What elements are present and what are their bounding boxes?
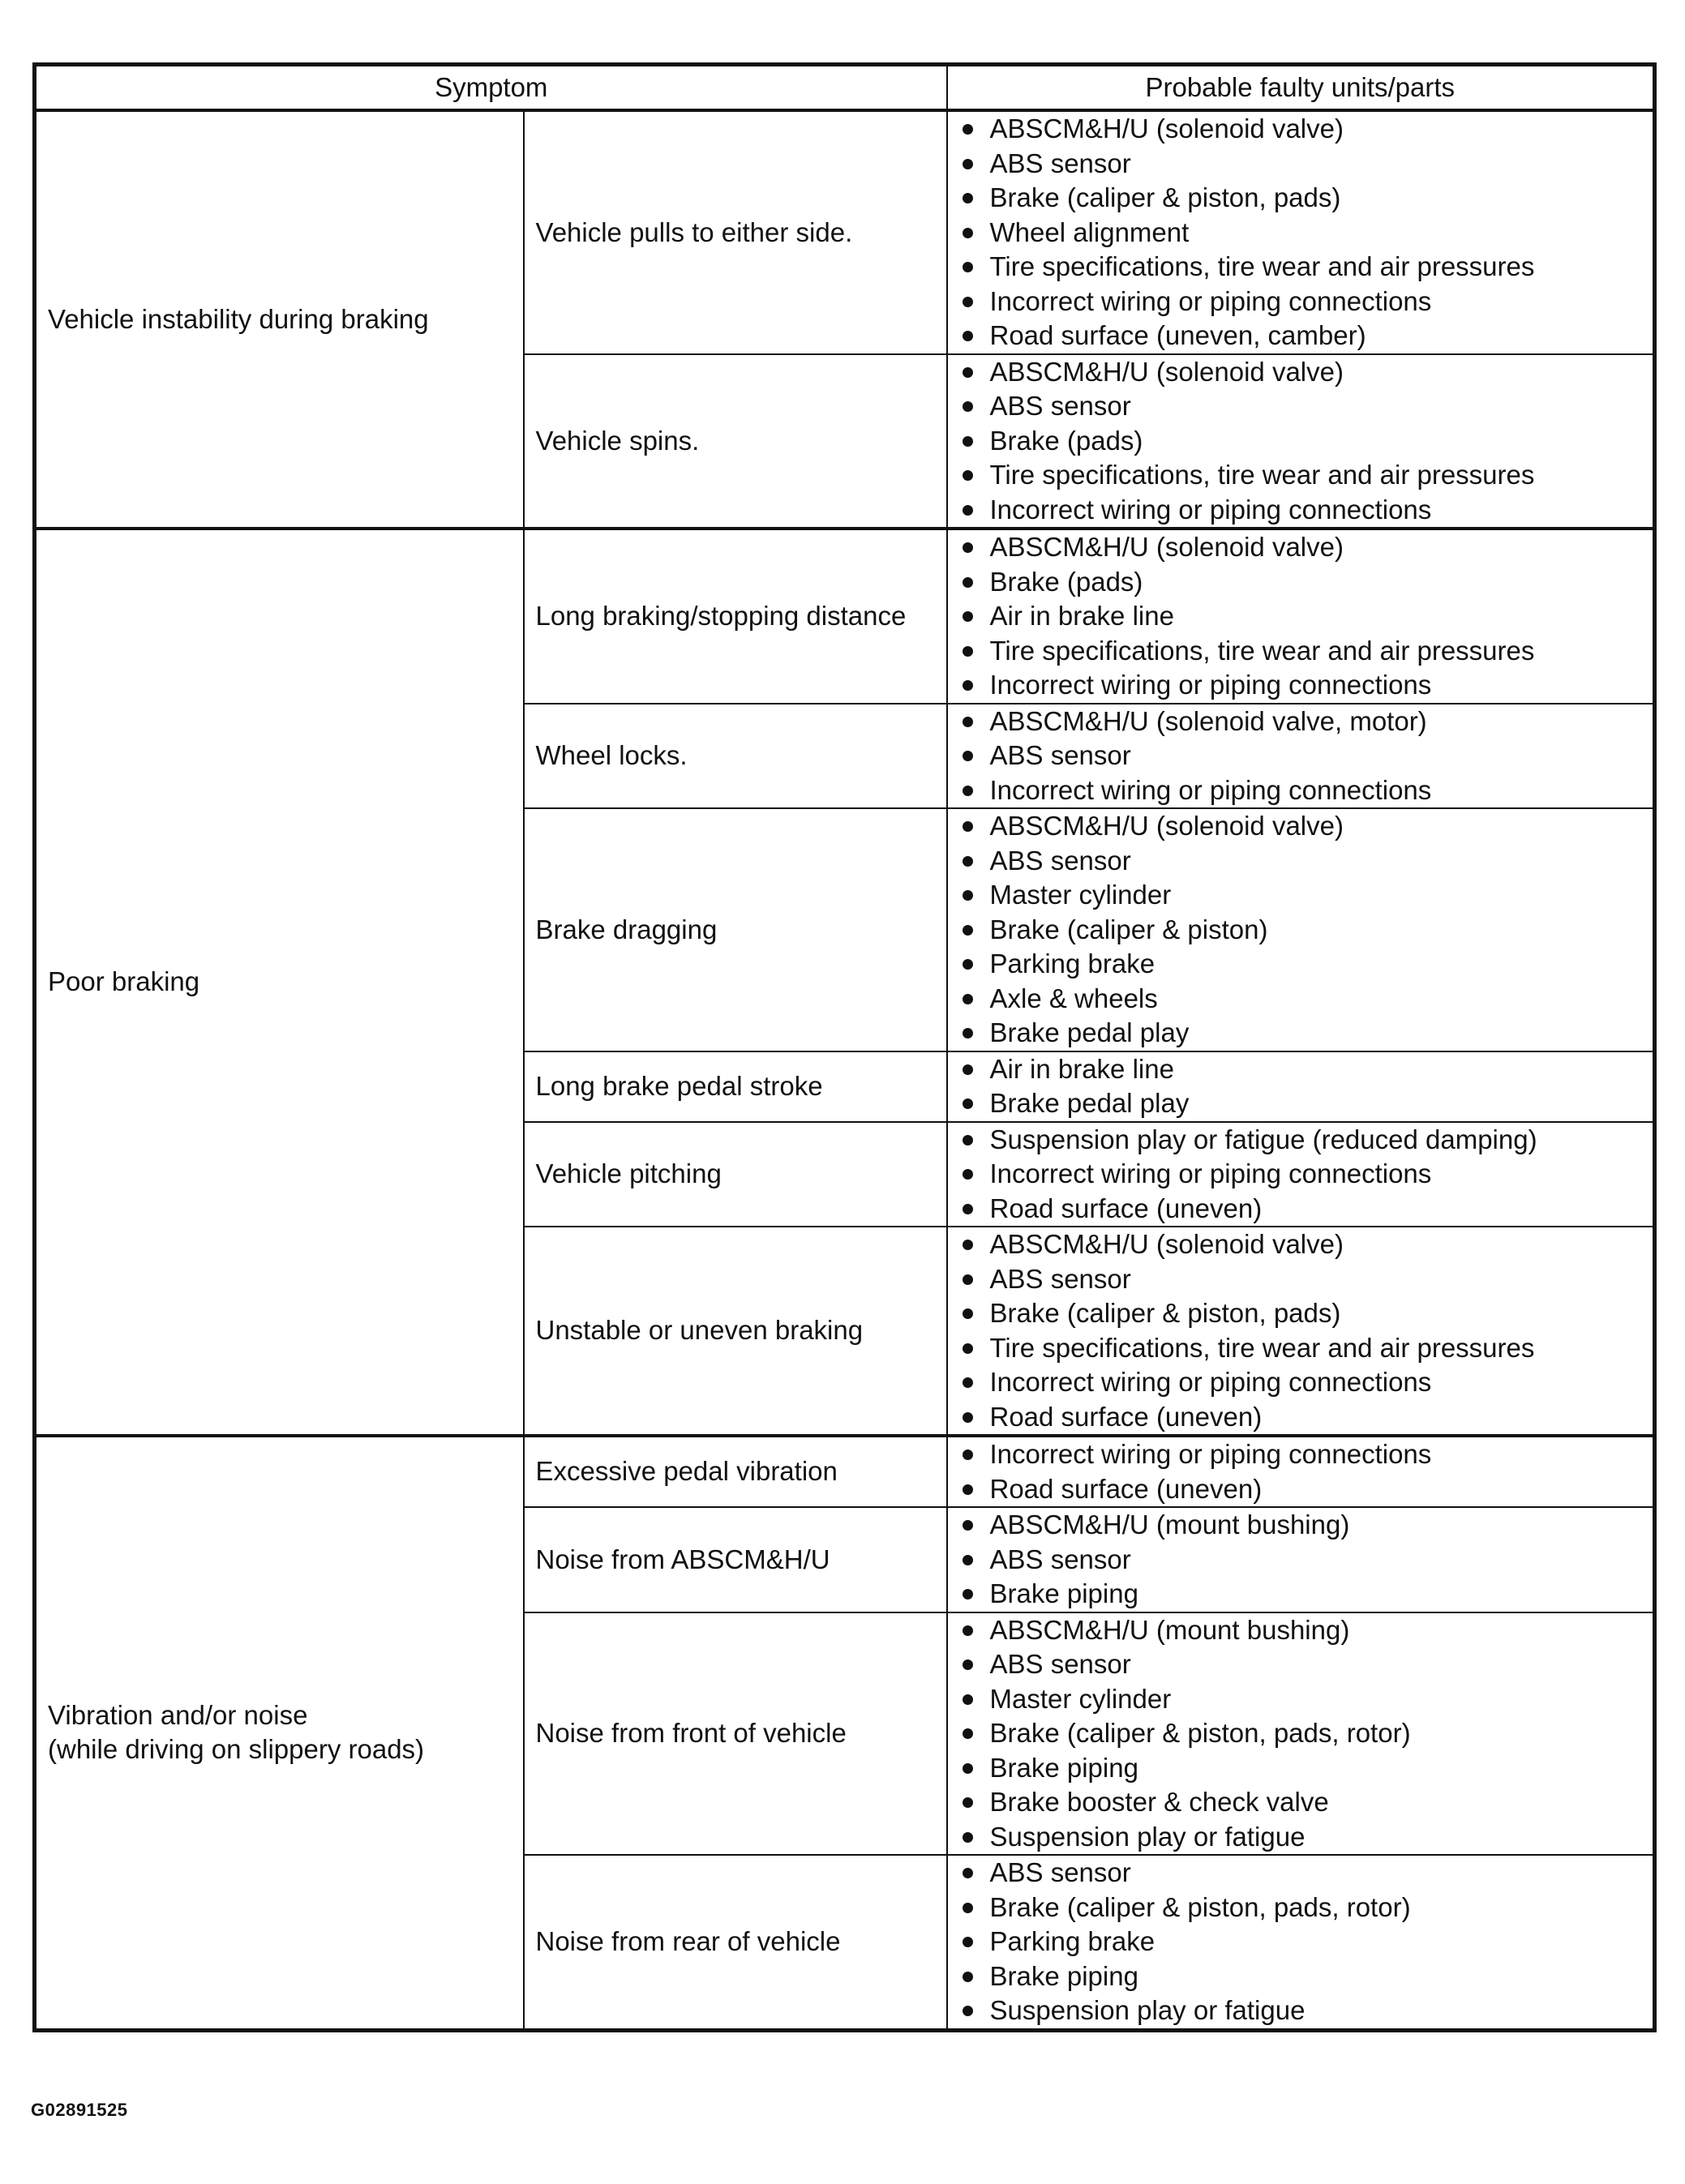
faulty-part-item: Brake piping: [959, 1959, 1653, 1994]
symptom-cell: Vehicle pulls to either side.: [524, 110, 947, 354]
faulty-part-item: Road surface (uneven): [959, 1192, 1653, 1227]
faulty-part-item: Road surface (uneven, camber): [959, 319, 1653, 353]
faulty-part-item: ABSCM&H/U (solenoid valve): [959, 809, 1653, 844]
faulty-parts-cell: [947, 1612, 1655, 1856]
faulty-parts-cell: [947, 704, 1655, 809]
faulty-part-item: Incorrect wiring or piping connections: [959, 668, 1653, 703]
category-cell: [35, 110, 524, 529]
faulty-part-item: ABS sensor: [959, 147, 1653, 182]
faulty-parts-cell: [947, 1507, 1655, 1612]
faulty-part-item: Suspension play or fatigue: [959, 1993, 1653, 2028]
faulty-parts-cell: [947, 110, 1655, 354]
faulty-part-item: Tire specifications, tire wear and air pressures: [959, 250, 1653, 285]
table-row: [35, 110, 1655, 354]
category-cell: [35, 529, 524, 1436]
faulty-part-item: Parking brake: [959, 947, 1653, 982]
faulty-parts-list: [959, 1227, 1653, 1434]
faulty-part-item: Road surface (uneven): [959, 1472, 1653, 1507]
faulty-parts-list: [959, 1123, 1653, 1227]
faulty-part-item: ABS sensor: [959, 1856, 1653, 1891]
table-body: [35, 110, 1655, 2030]
faulty-part-item: Incorrect wiring or piping connections: [959, 773, 1653, 808]
faulty-part-item: Brake (caliper & piston, pads, rotor): [959, 1716, 1653, 1751]
parts-header: Probable faulty units/parts: [947, 65, 1655, 111]
symptom-cell: Noise from ABSCM&H/U: [524, 1507, 947, 1612]
faulty-part-item: Brake (caliper & piston, pads): [959, 181, 1653, 216]
diagnosis-table: [32, 62, 1657, 2032]
faulty-part-item: ABS sensor: [959, 844, 1653, 879]
faulty-parts-cell: [947, 1051, 1655, 1122]
category-label: Vehicle instability during braking: [48, 303, 429, 334]
category-cell: [35, 1436, 524, 2030]
faulty-part-item: Brake piping: [959, 1577, 1653, 1612]
header-row: [35, 65, 1655, 111]
faulty-parts-cell: [947, 354, 1655, 529]
faulty-part-item: ABSCM&H/U (solenoid valve): [959, 355, 1653, 390]
symptom-cell: Vehicle spins.: [524, 354, 947, 529]
symptom-cell: Long brake pedal stroke: [524, 1051, 947, 1122]
faulty-parts-cell: [947, 1855, 1655, 2030]
faulty-part-item: Air in brake line: [959, 1052, 1653, 1087]
symptom-cell: Noise from front of vehicle: [524, 1612, 947, 1856]
faulty-parts-cell: [947, 529, 1655, 704]
faulty-parts-list: [959, 1508, 1653, 1612]
faulty-part-item: Brake (caliper & piston, pads): [959, 1296, 1653, 1331]
faulty-part-item: ABSCM&H/U (solenoid valve, motor): [959, 704, 1653, 739]
faulty-part-item: Air in brake line: [959, 599, 1653, 634]
faulty-part-item: Suspension play or fatigue (reduced damping): [959, 1123, 1653, 1158]
figure-id: G02891525: [31, 2100, 128, 2120]
faulty-part-item: ABS sensor: [959, 1543, 1653, 1578]
faulty-part-item: ABS sensor: [959, 739, 1653, 773]
table-row: [35, 1436, 1655, 1507]
faulty-part-item: ABSCM&H/U (mount bushing): [959, 1613, 1653, 1648]
faulty-part-item: Brake (pads): [959, 424, 1653, 459]
faulty-part-item: Incorrect wiring or piping connections: [959, 285, 1653, 319]
faulty-part-item: Axle & wheels: [959, 982, 1653, 1017]
faulty-part-item: ABSCM&H/U (solenoid valve): [959, 530, 1653, 565]
faulty-part-item: Master cylinder: [959, 878, 1653, 913]
faulty-part-item: Parking brake: [959, 1925, 1653, 1959]
category-label: Vibration and/or noise: [48, 1699, 308, 1730]
faulty-part-item: ABS sensor: [959, 389, 1653, 424]
faulty-parts-list: [959, 704, 1653, 808]
category-label: Poor braking: [48, 966, 200, 997]
faulty-part-item: Brake piping: [959, 1751, 1653, 1786]
symptom-cell: Brake dragging: [524, 808, 947, 1051]
faulty-parts-list: [959, 1856, 1653, 2028]
faulty-part-item: Suspension play or fatigue: [959, 1820, 1653, 1855]
faulty-part-item: Brake pedal play: [959, 1086, 1653, 1121]
faulty-part-item: Tire specifications, tire wear and air pressures: [959, 1331, 1653, 1366]
faulty-parts-list: [959, 1437, 1653, 1506]
faulty-part-item: Brake (pads): [959, 565, 1653, 600]
faulty-part-item: Wheel alignment: [959, 216, 1653, 251]
symptom-header: Symptom: [35, 65, 947, 111]
faulty-part-item: Incorrect wiring or piping connections: [959, 1437, 1653, 1472]
faulty-parts-cell: [947, 1122, 1655, 1227]
faulty-part-item: Incorrect wiring or piping connections: [959, 1157, 1653, 1192]
faulty-part-item: Brake booster & check valve: [959, 1785, 1653, 1820]
category-label: (while driving on slippery roads): [48, 1734, 425, 1765]
faulty-parts-list: [959, 355, 1653, 528]
symptom-cell: Wheel locks.: [524, 704, 947, 809]
faulty-part-item: Brake pedal play: [959, 1016, 1653, 1051]
faulty-part-item: Incorrect wiring or piping connections: [959, 1365, 1653, 1400]
symptom-cell: Noise from rear of vehicle: [524, 1855, 947, 2030]
faulty-parts-list: [959, 530, 1653, 703]
faulty-parts-cell: [947, 1227, 1655, 1436]
faulty-part-item: Brake (caliper & piston, pads, rotor): [959, 1891, 1653, 1925]
symptom-cell: Vehicle pitching: [524, 1122, 947, 1227]
faulty-part-item: Incorrect wiring or piping connections: [959, 493, 1653, 528]
symptom-cell: Long braking/stopping distance: [524, 529, 947, 704]
faulty-part-item: Tire specifications, tire wear and air pressures: [959, 634, 1653, 669]
symptom-cell: Excessive pedal vibration: [524, 1436, 947, 1507]
faulty-parts-list: [959, 1613, 1653, 1855]
faulty-part-item: Master cylinder: [959, 1682, 1653, 1717]
faulty-parts-cell: [947, 1436, 1655, 1507]
faulty-part-item: Brake (caliper & piston): [959, 913, 1653, 948]
table-row: [35, 529, 1655, 704]
faulty-part-item: ABSCM&H/U (solenoid valve): [959, 112, 1653, 147]
faulty-parts-list: [959, 112, 1653, 353]
faulty-parts-list: [959, 809, 1653, 1051]
faulty-part-item: ABSCM&H/U (mount bushing): [959, 1508, 1653, 1543]
faulty-part-item: ABS sensor: [959, 1262, 1653, 1297]
symptom-cell: Unstable or uneven braking: [524, 1227, 947, 1436]
faulty-part-item: Tire specifications, tire wear and air pressures: [959, 458, 1653, 493]
faulty-parts-cell: [947, 808, 1655, 1051]
faulty-part-item: Road surface (uneven): [959, 1400, 1653, 1435]
faulty-part-item: ABSCM&H/U (solenoid valve): [959, 1227, 1653, 1262]
faulty-parts-list: [959, 1052, 1653, 1121]
faulty-part-item: ABS sensor: [959, 1647, 1653, 1682]
